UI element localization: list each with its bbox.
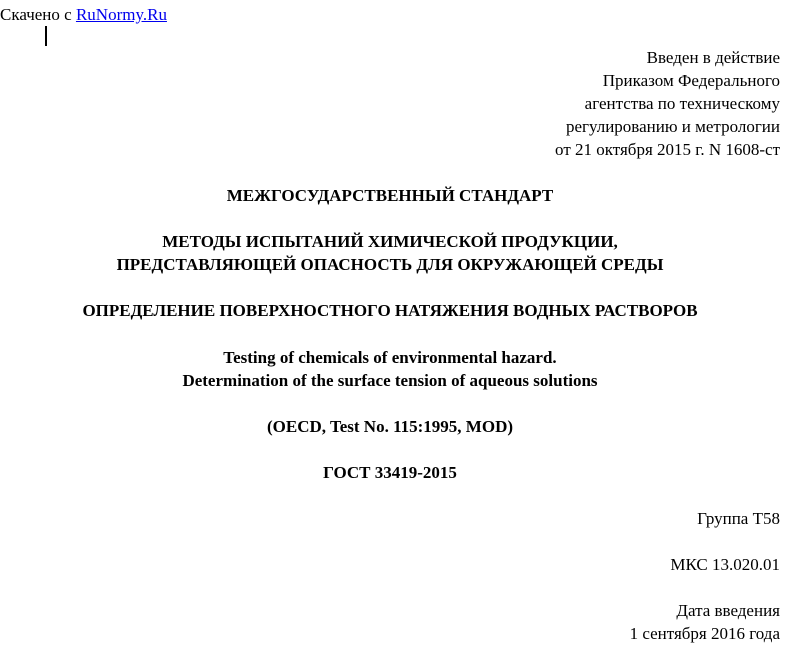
effective-date-block — [630, 599, 780, 645]
standard-type-heading: МЕЖГОСУДАРСТВЕННЫЙ СТАНДАРТ — [226, 186, 554, 205]
mks-label: МКС 13.020.01 — [670, 555, 780, 574]
source-link[interactable]: RuNormy.Ru — [75, 5, 167, 24]
enactment-block — [555, 46, 780, 161]
english-title-line: Determination of the surface tension of aqueous solutions — [182, 371, 598, 390]
english-title — [0, 346, 780, 392]
enactment-line: Приказом Федерального — [602, 71, 780, 90]
effective-date-value: 1 сентября 2016 года — [629, 624, 780, 643]
oecd-reference: (OECD, Test No. 115:1995, MOD) — [266, 417, 514, 436]
enactment-line: агентства по техническому — [584, 94, 780, 113]
source-prefix: Скачено с — [0, 5, 76, 24]
source-line — [0, 3, 167, 26]
enactment-line: от 21 октября 2015 г. N 1608-ст — [555, 140, 780, 159]
gost-designation: ГОСТ 33419-2015 — [323, 463, 457, 482]
text-cursor — [45, 26, 47, 46]
methods-heading — [0, 230, 780, 276]
english-title-line: Testing of chemicals of environmental hazard. — [223, 348, 557, 367]
enactment-line: регулированию и метрологии — [565, 117, 780, 136]
effective-date-label: Дата введения — [676, 601, 780, 620]
enactment-line: Введен в действие — [646, 48, 780, 67]
methods-line: МЕТОДЫ ИСПЫТАНИЙ ХИМИЧЕСКОЙ ПРОДУКЦИИ, — [162, 232, 618, 251]
group-label: Группа Т58 — [697, 509, 780, 528]
subject-heading: ОПРЕДЕЛЕНИЕ ПОВЕРХНОСТНОГО НАТЯЖЕНИЯ ВОДНЫХ РАСТВОРОВ — [82, 301, 698, 320]
methods-line: ПРЕДСТАВЛЯЮЩЕЙ ОПАСНОСТЬ ДЛЯ ОКРУЖАЮЩЕЙ СРЕДЫ — [116, 255, 664, 274]
